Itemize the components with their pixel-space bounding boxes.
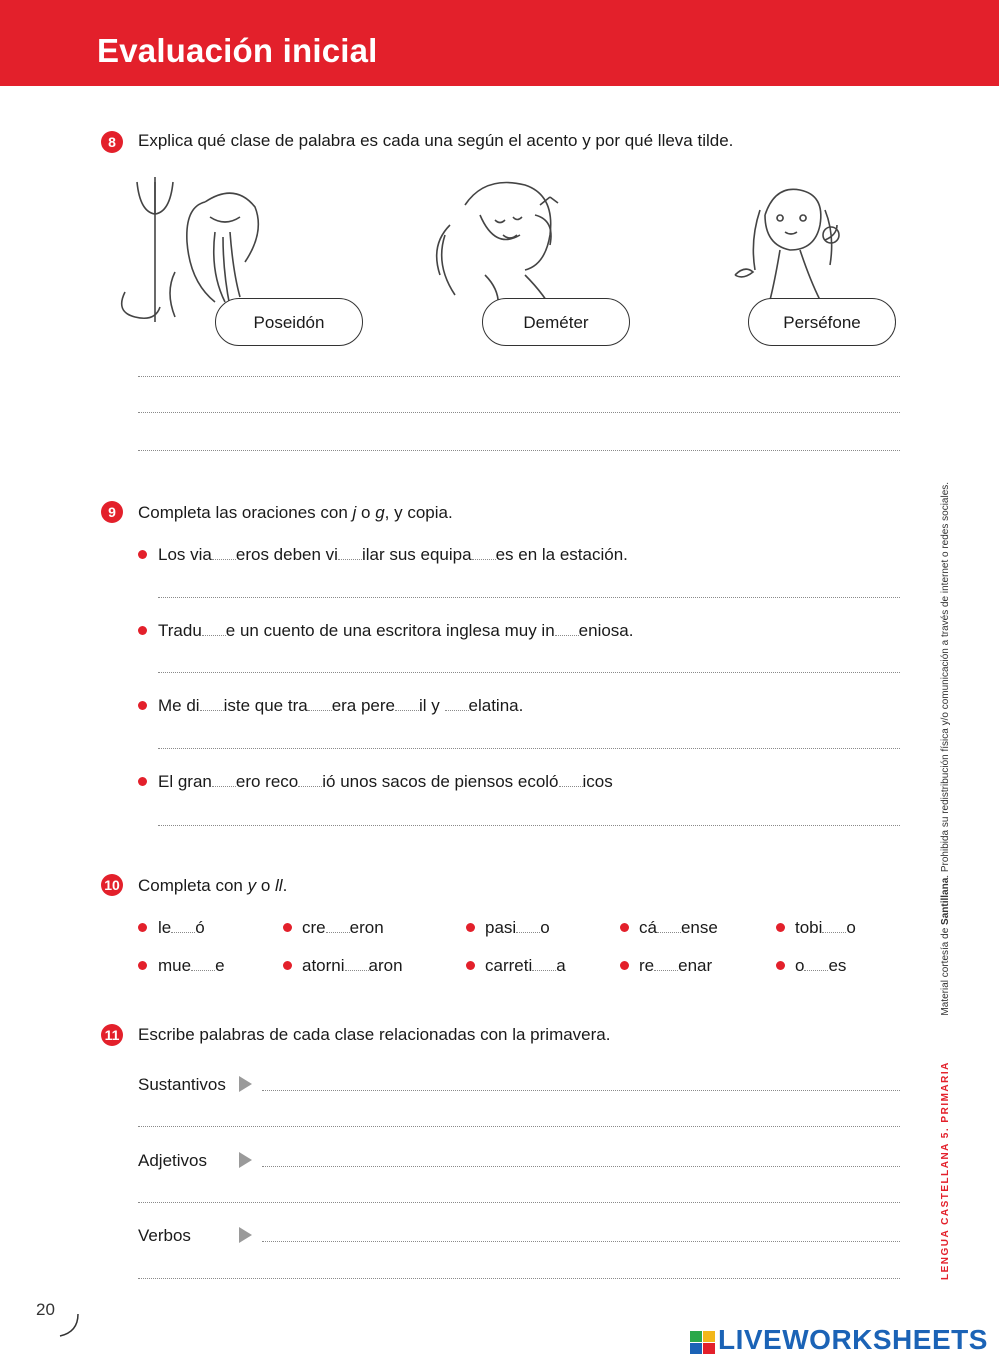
word-item: o es bbox=[795, 956, 847, 975]
answer-line[interactable] bbox=[138, 412, 900, 413]
word-item: cre eron bbox=[302, 918, 384, 937]
sentence-4: El gran ero reco ió unos sacos de piensos ecoló icos bbox=[158, 772, 613, 791]
word-item: mue e bbox=[158, 956, 225, 975]
sentence-3: Me di iste que tra era pere il y elatina. bbox=[158, 696, 524, 715]
exercise-10-number: 10 bbox=[101, 874, 123, 896]
legal-notice: Material cortesía de Santillana. Prohibida su redistribución física y/o comunicación a través de internet o redes sociales. bbox=[940, 481, 951, 1016]
word-item: carreti a bbox=[485, 956, 566, 975]
label-adjetivos: Adjetivos bbox=[138, 1151, 207, 1170]
page-number: 20 bbox=[36, 1300, 55, 1319]
answer-line[interactable] bbox=[138, 1278, 900, 1279]
blank[interactable] bbox=[200, 695, 224, 711]
answer-line[interactable] bbox=[158, 672, 900, 673]
blank[interactable] bbox=[395, 695, 419, 711]
exercise-8-statement: Explica qué clase de palabra es cada una según el acento y por qué lleva tilde. bbox=[138, 131, 734, 150]
brand-name[interactable]: LIVEWORKSHEETS bbox=[718, 1324, 988, 1355]
blank[interactable] bbox=[654, 955, 678, 971]
answer-line[interactable] bbox=[262, 1241, 900, 1242]
bullet bbox=[283, 961, 292, 970]
bullet bbox=[466, 961, 475, 970]
bullet bbox=[620, 923, 629, 932]
label-persefone: Perséfone bbox=[748, 298, 896, 346]
exercise-9-number: 9 bbox=[101, 501, 123, 523]
blank[interactable] bbox=[559, 771, 583, 787]
arrow-icon bbox=[239, 1076, 252, 1092]
bullet bbox=[138, 923, 147, 932]
answer-line[interactable] bbox=[138, 376, 900, 377]
liveworksheets-logo-icon bbox=[690, 1331, 716, 1355]
blank[interactable] bbox=[326, 917, 350, 933]
sentence-2: Tradu e un cuento de una escritora inglesa muy in eniosa. bbox=[158, 621, 634, 640]
answer-line[interactable] bbox=[138, 450, 900, 451]
bullet bbox=[138, 701, 147, 710]
bullet bbox=[776, 961, 785, 970]
answer-line[interactable] bbox=[158, 597, 900, 598]
label-demeter: Deméter bbox=[482, 298, 630, 346]
blank[interactable] bbox=[516, 917, 540, 933]
bullet bbox=[138, 777, 147, 786]
bullet bbox=[138, 626, 147, 635]
sentence-1: Los via eros deben vi ilar sus equipa es en la estación. bbox=[158, 545, 628, 564]
page-title: Evaluación inicial bbox=[97, 32, 378, 69]
blank[interactable] bbox=[298, 771, 322, 787]
blank[interactable] bbox=[822, 917, 846, 933]
answer-line[interactable] bbox=[138, 1202, 900, 1203]
blank[interactable] bbox=[171, 917, 195, 933]
blank[interactable] bbox=[657, 917, 681, 933]
blank[interactable] bbox=[345, 955, 369, 971]
exercise-10-statement: Completa con y o ll. bbox=[138, 876, 288, 895]
label-poseidon: Poseidón bbox=[215, 298, 363, 346]
exercise-9-statement: Completa las oraciones con j o g, y copia. bbox=[138, 503, 453, 522]
arrow-icon bbox=[239, 1227, 252, 1243]
answer-line[interactable] bbox=[262, 1166, 900, 1167]
arrow-icon bbox=[239, 1152, 252, 1168]
answer-line[interactable] bbox=[158, 748, 900, 749]
blank[interactable] bbox=[212, 771, 236, 787]
label-verbos: Verbos bbox=[138, 1226, 191, 1245]
word-item: tobi o bbox=[795, 918, 856, 937]
exercise-8-number: 8 bbox=[101, 131, 123, 153]
subject-label: LENGUA CASTELLANA 5. PRIMARIA bbox=[940, 1061, 951, 1280]
label-sustantivos: Sustantivos bbox=[138, 1075, 226, 1094]
word-item: le ó bbox=[158, 918, 205, 937]
persephone-illustration bbox=[725, 180, 865, 310]
bullet bbox=[466, 923, 475, 932]
word-item: atorni aron bbox=[302, 956, 403, 975]
blank[interactable] bbox=[472, 544, 496, 560]
blank[interactable] bbox=[202, 620, 226, 636]
blank[interactable] bbox=[445, 695, 469, 711]
exercise-11-number: 11 bbox=[101, 1024, 123, 1046]
blank[interactable] bbox=[191, 955, 215, 971]
blank[interactable] bbox=[532, 955, 556, 971]
blank[interactable] bbox=[555, 620, 579, 636]
bullet bbox=[283, 923, 292, 932]
blank[interactable] bbox=[212, 544, 236, 560]
word-item: pasi o bbox=[485, 918, 550, 937]
answer-line[interactable] bbox=[262, 1090, 900, 1091]
blank[interactable] bbox=[804, 955, 828, 971]
answer-line[interactable] bbox=[138, 1126, 900, 1127]
bullet bbox=[620, 961, 629, 970]
bullet bbox=[776, 923, 785, 932]
bullet bbox=[138, 550, 147, 559]
blank[interactable] bbox=[308, 695, 332, 711]
sidebar-vertical-text bbox=[940, 482, 951, 1280]
blank[interactable] bbox=[338, 544, 362, 560]
exercise-11-statement: Escribe palabras de cada clase relacionadas con la primavera. bbox=[138, 1025, 611, 1044]
word-item: re enar bbox=[639, 956, 713, 975]
bullet bbox=[138, 961, 147, 970]
word-item: cá ense bbox=[639, 918, 718, 937]
page-corner-curve bbox=[56, 1312, 82, 1338]
answer-line[interactable] bbox=[158, 825, 900, 826]
